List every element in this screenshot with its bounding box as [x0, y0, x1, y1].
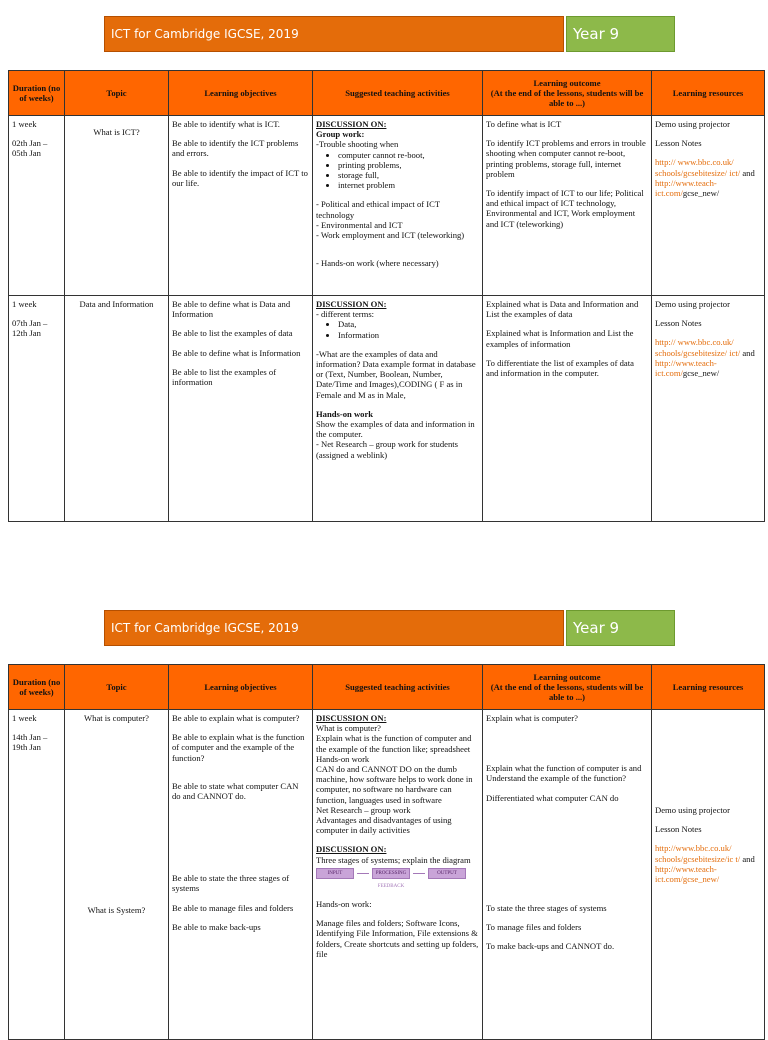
duration-cell: 1 week 07th Jan – 12th Jan — [9, 296, 65, 522]
banner-title: ICT for Cambridge IGCSE, 2019 — [104, 610, 564, 646]
diagram-feedback: FEEDBACK — [377, 883, 405, 889]
header-outcome: Learning outcome (At the end of the lessons, students will be able to ...) — [483, 71, 652, 116]
banner-title: ICT for Cambridge IGCSE, 2019 — [104, 16, 564, 52]
header-activities: Suggested teaching activities — [313, 71, 483, 116]
header-resources: Learning resources — [652, 665, 765, 710]
diagram-output: OUTPUT — [428, 868, 466, 879]
header-outcome: Learning outcome (At the end of the lessons, students will be able to ...) — [483, 665, 652, 710]
header-resources: Learning resources — [652, 71, 765, 116]
topic-system: What is System? — [87, 905, 146, 916]
resources-cell: Demo using projector Lesson Notes http:// www.bbc.co.uk/ schools/gcsebitesize/ ict/ and http://www.teach-ict.com/gcse_new/ — [652, 116, 765, 296]
teach-ict-link[interactable]: http://www.teach-ict.com/gcse_new/ — [655, 863, 720, 885]
lesson-plan-table-2 — [8, 664, 765, 1040]
teach-ict-link[interactable]: http://www.teach-ict.com/ — [655, 177, 717, 199]
bbc-link[interactable]: http:// www.bbc.co.uk/ schools/gcsebitesize/ ict/ — [655, 157, 741, 178]
duration-cell: 1 week 14th Jan – 19th Jan — [9, 710, 65, 1040]
topic-cell: Data and Information — [65, 296, 169, 522]
activities-cell: DISCUSSION ON: - different terms: • Data, • Information -What are the examples of data and information? Data example format in database or (Text, Number, Boolean, Number, Date/Time and Images),CODING ( F as in Female and M as in Male, Hands-on work Show the examples of data and information in the computer. - Net Research – group work for students (assigned a weblink) — [313, 296, 483, 522]
systems-diagram — [316, 868, 479, 892]
page-banner-2 — [104, 610, 675, 646]
banner-year: Year 9 — [566, 16, 675, 52]
activities-cell: DISCUSSION ON: What is computer? Explain what is the function of computer and the example of the function like; spreadsheet Hands-on work CAN do and CANNOT DO on the dumb machine, how software helps to work done in computer, no software no hardware can function, languages used in software Net Research – group work Advantages and disadvantages of using computer in daily activities DISCUSSION ON: Three stages of systems; explain the diagram INPUT PROCESSING OUTPUT FEEDBACK Hands-on work: Manage files and folders; Software Icons, Identifying File Information, File extensions & folders, Create shortcuts and setting up folders, file — [313, 710, 483, 1040]
header-activities: Suggested teaching activities — [313, 665, 483, 710]
diagram-input: INPUT — [316, 868, 354, 879]
outcome-cell: Explain what is computer? Explain what the function of computer is and Understand the example of the function? Differentiated what computer CAN do To state the three stages of systems To manage files and folders To make back-ups and CANNOT do. — [483, 710, 652, 1040]
table-header-row — [9, 665, 765, 710]
resources-cell: Demo using projector Lesson Notes http:// www.bbc.co.uk/ schools/gcsebitesize/ ict/ and http://www.teach-ict.com/gcse_new/ — [652, 296, 765, 522]
header-duration: Duration (no of weeks) — [9, 665, 65, 710]
table-row — [9, 296, 765, 522]
header-topic: Topic — [65, 665, 169, 710]
topic-computer: What is computer? — [84, 713, 149, 723]
banner-year: Year 9 — [566, 610, 675, 646]
lesson-plan-table-1 — [8, 70, 765, 522]
page-banner-1 — [104, 16, 675, 52]
header-objectives: Learning objectives — [169, 665, 313, 710]
header-objectives: Learning objectives — [169, 71, 313, 116]
topic-cell — [65, 710, 169, 1040]
teach-ict-link[interactable]: http://www.teach-ict.com/ — [655, 357, 717, 379]
activities-cell: DISCUSSION ON: Group work: -Trouble shooting when • computer cannot re-boot, • printing problems, • storage full, • internet problem - Political and ethical impact of ICT technology - Environmental and ICT - Work employment and ICT (teleworking) - Hands-on work (where necessary) — [313, 116, 483, 296]
resources-cell: Demo using projector Lesson Notes http://www.bbc.co.uk/ schools/gcsebitesize/ic t/ and http://www.teach-ict.com/gcse_new/ — [652, 710, 765, 1040]
objectives-cell: Be able to identify what is ICT. Be able to identify the ICT problems and errors. Be able to identify the impact of ICT to our life. — [169, 116, 313, 296]
table-row — [9, 116, 765, 296]
duration-cell: 1 week 02th Jan – 05th Jan — [9, 116, 65, 296]
diagram-processing: PROCESSING — [372, 868, 410, 879]
table-row — [9, 710, 765, 1040]
outcome-cell: To define what is ICT To identify ICT problems and errors in trouble shooting when computer cannot re-boot, printing problems, storage full, internet problem To identify impact of ICT to our life; Political and ethical impact of ICT technology, Environmental and ICT, Work employment and ICT (teleworking) — [483, 116, 652, 296]
bbc-link[interactable]: http:// www.bbc.co.uk/ schools/gcsebitesize/ ict/ — [655, 337, 741, 358]
topic-cell: What is ICT? — [65, 116, 169, 296]
bbc-link[interactable]: http://www.bbc.co.uk/ schools/gcsebitesize/ic t/ — [655, 843, 741, 864]
table-header-row — [9, 71, 765, 116]
objectives-cell: Be able to explain what is computer? Be able to explain what is the function of computer and the example of the function? Be able to state what computer CAN do and CANNOT do. Be able to state the three stages of systems Be able to manage files and folders Be able to make back-ups — [169, 710, 313, 1040]
outcome-cell: Explained what is Data and Information and List the examples of data Explained what is Information and List the examples of information To differentiate the list of examples of data and information in the computer. — [483, 296, 652, 522]
header-duration: Duration (no of weeks) — [9, 71, 65, 116]
header-topic: Topic — [65, 71, 169, 116]
objectives-cell: Be able to define what is Data and Information Be able to list the examples of data Be able to define what is Information Be able to list the examples of information — [169, 296, 313, 522]
